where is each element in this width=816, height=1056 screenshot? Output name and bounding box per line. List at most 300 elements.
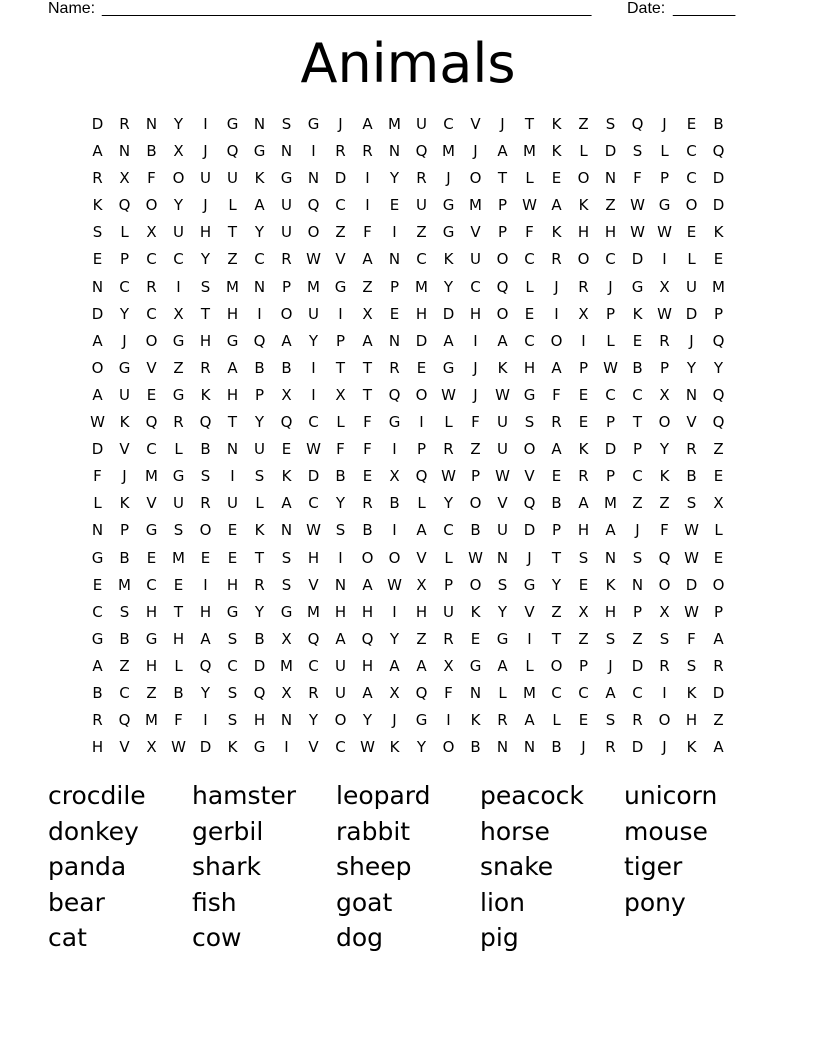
grid-letter: J [581, 738, 586, 757]
grid-letter: A [551, 196, 562, 215]
grid-row [84, 734, 744, 761]
grid-row [84, 545, 744, 572]
grid-letter: X [416, 575, 427, 594]
grid-letter: S [254, 467, 265, 486]
grid-letter: H [685, 711, 698, 730]
grid-letter: A [281, 331, 292, 350]
grid-letter: S [578, 548, 589, 567]
grid-letter: X [659, 602, 670, 621]
grid-letter: G [388, 413, 401, 432]
grid-letter: B [119, 629, 130, 648]
grid-letter: G [631, 277, 644, 296]
grid-letter: M [172, 548, 185, 567]
grid-letter: O [469, 575, 482, 594]
grid-letter: W [90, 413, 105, 432]
grid-letter: A [443, 331, 454, 350]
grid-letter: P [254, 385, 265, 404]
grid-letter: E [281, 440, 292, 459]
grid-letter: V [119, 440, 130, 459]
grid-letter: C [686, 142, 697, 161]
grid-letter: V [416, 548, 427, 567]
grid-row [84, 572, 744, 599]
grid-letter: E [578, 413, 589, 432]
grid-letter: X [443, 656, 454, 675]
grid-letter: R [308, 683, 319, 702]
header-line [48, 0, 748, 20]
grid-letter: O [388, 548, 401, 567]
grid-letter: R [659, 331, 670, 350]
grid-letter: C [605, 385, 616, 404]
word-bank-item: crocdile [48, 781, 146, 810]
grid-letter: S [281, 575, 292, 594]
grid-letter: D [91, 115, 104, 133]
grid-letter: Q [712, 413, 725, 432]
grid-letter: A [227, 358, 238, 377]
grid-letter: X [389, 467, 400, 486]
grid-letter: U [497, 521, 508, 540]
grid-letter: U [416, 115, 427, 133]
grid-letter: U [416, 196, 427, 215]
grid-letter: R [443, 629, 454, 648]
grid-letter: D [442, 304, 455, 323]
grid-letter: A [551, 440, 562, 459]
grid-letter: A [389, 656, 400, 675]
grid-letter: F [660, 521, 669, 540]
grid-letter: B [632, 358, 643, 377]
grid-letter: S [632, 142, 643, 161]
grid-letter: P [605, 304, 616, 323]
grid-letter: R [254, 575, 265, 594]
grid-letter: B [254, 358, 265, 377]
grid-letter: M [226, 277, 239, 296]
grid-letter: T [497, 169, 508, 188]
grid-letter: A [524, 711, 535, 730]
grid-letter: M [523, 683, 536, 702]
grid-letter: B [686, 467, 697, 486]
grid-letter: C [632, 467, 643, 486]
grid-letter: U [200, 169, 211, 188]
grid-letter: A [713, 629, 724, 648]
grid-letter: A [362, 250, 373, 269]
grid-letter: D [631, 250, 644, 269]
grid-letter: G [523, 575, 536, 594]
grid-letter: Z [416, 223, 427, 242]
grid-letter: Q [523, 494, 536, 513]
grid-row [84, 707, 744, 734]
grid-letter: C [173, 250, 184, 269]
grid-letter: I [203, 711, 208, 730]
grid-letter: X [659, 385, 670, 404]
grid-letter: O [334, 711, 347, 730]
grid-letter: L [228, 196, 237, 215]
grid-letter: H [604, 223, 617, 242]
grid-letter: H [91, 738, 104, 757]
grid-letter: M [469, 196, 482, 215]
page-title: Animals [300, 32, 516, 95]
word-bank-item: tiger [624, 852, 683, 882]
grid-letter: J [608, 656, 613, 675]
grid-letter: R [578, 277, 589, 296]
grid-letter: V [524, 467, 535, 486]
grid-letter: N [685, 385, 698, 404]
grid-letter: J [392, 711, 397, 730]
grid-letter: Z [146, 683, 157, 702]
grid-letter: M [145, 467, 158, 486]
grid-letter: V [146, 358, 157, 377]
grid-letter: A [713, 738, 724, 757]
grid-letter: K [254, 521, 265, 540]
grid-letter: P [551, 521, 562, 540]
grid-letter: E [389, 304, 400, 323]
grid-row [84, 599, 744, 626]
grid-letter: E [470, 629, 481, 648]
grid-letter: R [686, 440, 697, 459]
grid-letter: T [227, 223, 238, 242]
grid-letter: I [554, 304, 559, 323]
grid-letter: X [389, 683, 400, 702]
grid-letter: U [227, 169, 238, 188]
grid-letter: O [685, 196, 698, 215]
grid-letter: D [91, 304, 104, 323]
grid-letter: V [470, 115, 481, 133]
grid-letter: Y [659, 440, 670, 459]
grid-letter: J [662, 115, 667, 133]
grid-letter: L [606, 331, 615, 350]
grid-letter: C [119, 683, 130, 702]
grid-letter: K [200, 385, 211, 404]
grid-letter: G [280, 169, 293, 188]
grid-letter: X [281, 683, 292, 702]
grid-letter: M [712, 277, 725, 296]
grid-letter: O [91, 358, 104, 377]
grid-row [84, 409, 744, 436]
grid-letter: O [415, 385, 428, 404]
grid-letter: T [254, 548, 265, 567]
grid-letter: E [578, 711, 589, 730]
grid-letter: Y [308, 711, 319, 730]
grid-row [84, 301, 744, 328]
grid-letter: R [632, 711, 643, 730]
grid-letter: I [662, 683, 667, 702]
grid-letter: N [469, 683, 482, 702]
grid-letter: N [631, 575, 644, 594]
grid-row [84, 463, 744, 490]
grid-letter: H [415, 602, 428, 621]
grid-letter: O [550, 331, 563, 350]
grid-letter: F [633, 169, 642, 188]
grid-letter: Y [173, 196, 184, 215]
grid-letter: A [497, 331, 508, 350]
grid-letter: E [146, 385, 157, 404]
grid-letter: M [604, 494, 617, 513]
grid-letter: R [389, 358, 400, 377]
grid-letter: W [306, 250, 321, 269]
grid-letter: G [172, 385, 185, 404]
grid-letter: Q [361, 629, 374, 648]
grid-row [84, 274, 744, 301]
grid-letter: U [173, 494, 184, 513]
word-bank-item: unicorn [624, 781, 718, 810]
grid-letter: X [281, 385, 292, 404]
grid-letter: W [360, 738, 375, 757]
grid-letter: Y [308, 331, 319, 350]
grid-letter: D [604, 142, 617, 161]
grid-letter: C [578, 683, 589, 702]
grid-letter: C [416, 250, 427, 269]
grid-letter: Z [632, 629, 643, 648]
grid-letter: U [443, 602, 454, 621]
grid-letter: S [605, 115, 616, 133]
grid-letter: Q [415, 683, 428, 702]
grid-letter: D [523, 521, 536, 540]
word-bank-item: goat [336, 887, 393, 917]
grid-letter: T [362, 358, 373, 377]
grid-letter: A [254, 196, 265, 215]
grid-letter: S [605, 629, 616, 648]
grid-letter: B [470, 738, 481, 757]
grid-letter: K [470, 602, 481, 621]
grid-letter: H [199, 223, 212, 242]
grid-letter: I [392, 521, 397, 540]
grid-letter: K [632, 304, 643, 323]
grid-letter: U [497, 440, 508, 459]
grid-letter: K [389, 738, 400, 757]
grid-letter: K [470, 711, 481, 730]
grid-row [84, 355, 744, 382]
grid-letter: R [605, 738, 616, 757]
word-bank-item: snake [480, 852, 554, 882]
grid-letter: X [119, 169, 130, 188]
grid-letter: O [469, 169, 482, 188]
grid-letter: R [335, 142, 346, 161]
grid-letter: P [497, 223, 508, 242]
grid-letter: E [713, 467, 724, 486]
grid-letter: W [657, 304, 672, 323]
grid-letter: U [227, 494, 238, 513]
grid-letter: L [417, 494, 426, 513]
grid-letter: K [443, 250, 454, 269]
grid-letter: H [172, 629, 185, 648]
grid-letter: V [524, 602, 535, 621]
grid-letter: D [631, 656, 644, 675]
grid-letter: E [227, 548, 238, 567]
grid-letter: N [91, 277, 104, 296]
grid-letter: C [524, 250, 535, 269]
grid-letter: G [145, 629, 158, 648]
grid-letter: S [686, 656, 697, 675]
grid-letter: L [498, 683, 507, 702]
grid-letter: P [713, 602, 724, 621]
grid-letter: D [307, 467, 320, 486]
grid-letter: D [712, 196, 725, 215]
grid-letter: N [307, 169, 320, 188]
grid-letter: T [551, 629, 562, 648]
grid-letter: J [473, 142, 478, 161]
grid-row [84, 246, 744, 273]
word-bank-item: peacock [480, 781, 584, 810]
grid-letter: X [659, 277, 670, 296]
grid-letter: J [527, 548, 532, 567]
name-label: Name: [48, 0, 96, 17]
grid-letter: S [200, 277, 211, 296]
grid-letter: R [146, 277, 157, 296]
grid-letter: C [146, 575, 157, 594]
word-bank-item: sheep [336, 852, 412, 882]
grid-letter: W [441, 385, 456, 404]
grid-letter: X [578, 304, 589, 323]
grid-letter: B [470, 521, 481, 540]
grid-letter: V [308, 575, 319, 594]
grid-letter: C [470, 277, 481, 296]
grid-letter: G [307, 115, 320, 133]
grid-letter: H [307, 548, 320, 567]
grid-letter: C [119, 277, 130, 296]
grid-letter: A [605, 683, 616, 702]
grid-letter: G [523, 385, 536, 404]
grid-letter: G [658, 196, 671, 215]
grid-letter: X [362, 304, 373, 323]
grid-letter: E [227, 521, 238, 540]
grid-letter: Y [119, 304, 130, 323]
grid-letter: K [119, 413, 130, 432]
word-bank-item: shark [192, 852, 261, 882]
grid-letter: G [91, 548, 104, 567]
grid-letter: I [311, 142, 316, 161]
grid-letter: Z [335, 223, 346, 242]
grid-letter: N [280, 521, 293, 540]
grid-letter: M [307, 602, 320, 621]
word-bank-item: cat [48, 923, 87, 953]
grid-letter: I [311, 358, 316, 377]
grid-letter: G [226, 331, 239, 350]
grid-letter: D [334, 169, 347, 188]
grid-letter: D [712, 169, 725, 188]
grid-letter: R [443, 440, 454, 459]
grid-letter: B [119, 548, 130, 567]
grid-letter: Q [226, 142, 239, 161]
grid-letter: G [334, 277, 347, 296]
grid-letter: G [442, 223, 455, 242]
grid-letter: P [119, 250, 130, 269]
grid-letter: F [525, 223, 534, 242]
grid-letter: Y [173, 115, 184, 133]
grid-letter: P [470, 467, 481, 486]
grid-letter: N [253, 115, 266, 133]
grid-letter: O [361, 548, 374, 567]
grid-letter: B [335, 467, 346, 486]
word-search-grid [84, 111, 744, 761]
grid-letter: M [118, 575, 131, 594]
grid-letter: E [524, 304, 535, 323]
grid-letter: C [308, 656, 319, 675]
grid-letter: W [495, 467, 510, 486]
grid-letter: Q [118, 196, 131, 215]
grid-letter: C [524, 331, 535, 350]
grid-row [84, 219, 744, 246]
grid-letter: N [604, 169, 617, 188]
grid-letter: S [173, 521, 184, 540]
grid-letter: T [551, 548, 562, 567]
grid-letter: W [468, 548, 483, 567]
grid-letter: Q [712, 385, 725, 404]
grid-letter: O [199, 521, 212, 540]
grid-letter: E [632, 331, 643, 350]
grid-letter: B [173, 683, 184, 702]
grid-letter: O [145, 196, 158, 215]
grid-letter: U [254, 440, 265, 459]
word-bank-item: gerbil [192, 816, 264, 846]
grid-letter: E [92, 575, 103, 594]
grid-letter: H [226, 385, 239, 404]
grid-letter: A [92, 142, 103, 161]
grid-letter: Q [199, 413, 212, 432]
grid-letter: G [253, 142, 266, 161]
word-bank-item: donkey [48, 816, 139, 846]
grid-letter: Z [362, 277, 373, 296]
grid-letter: G [145, 521, 158, 540]
grid-letter: I [392, 602, 397, 621]
grid-letter: S [200, 467, 211, 486]
grid-letter: K [659, 467, 670, 486]
grid-letter: K [713, 223, 724, 242]
grid-letter: G [442, 358, 455, 377]
grid-letter: B [281, 358, 292, 377]
word-bank-item: fish [192, 887, 237, 917]
grid-letter: U [308, 304, 319, 323]
grid-letter: E [713, 250, 724, 269]
grid-letter: I [203, 575, 208, 594]
grid-letter: L [336, 413, 345, 432]
grid-letter: R [119, 115, 130, 133]
grid-letter: N [280, 142, 293, 161]
grid-letter: P [659, 358, 670, 377]
grid-row [84, 165, 744, 192]
word-bank-item: bear [48, 887, 105, 917]
grid-letter: C [146, 304, 157, 323]
grid-letter: Z [551, 602, 562, 621]
grid-letter: E [686, 223, 697, 242]
grid-letter: S [281, 115, 292, 133]
grid-letter: Z [713, 440, 724, 459]
grid-letter: J [122, 467, 127, 486]
grid-letter: G [172, 331, 185, 350]
grid-letter: O [496, 250, 509, 269]
grid-letter: P [632, 440, 643, 459]
grid-letter: R [92, 169, 103, 188]
grid-letter: L [687, 250, 696, 269]
grid-letter: V [335, 250, 346, 269]
grid-letter: E [200, 548, 211, 567]
grid-letter: H [577, 223, 590, 242]
grid-letter: L [444, 413, 453, 432]
grid-letter: E [92, 250, 103, 269]
grid-letter: B [551, 738, 562, 757]
grid-letter: U [281, 223, 292, 242]
grid-letter: A [416, 521, 427, 540]
grid-letter: H [577, 521, 590, 540]
grid-row [84, 328, 744, 355]
grid-letter: C [308, 413, 319, 432]
grid-letter: I [662, 250, 667, 269]
grid-letter: L [93, 494, 102, 513]
grid-letter: L [552, 711, 561, 730]
grid-letter: V [308, 738, 319, 757]
grid-letter: P [389, 277, 400, 296]
grid-letter: H [604, 602, 617, 621]
grid-letter: S [227, 683, 238, 702]
grid-letter: J [338, 115, 343, 133]
grid-letter: W [684, 602, 699, 621]
